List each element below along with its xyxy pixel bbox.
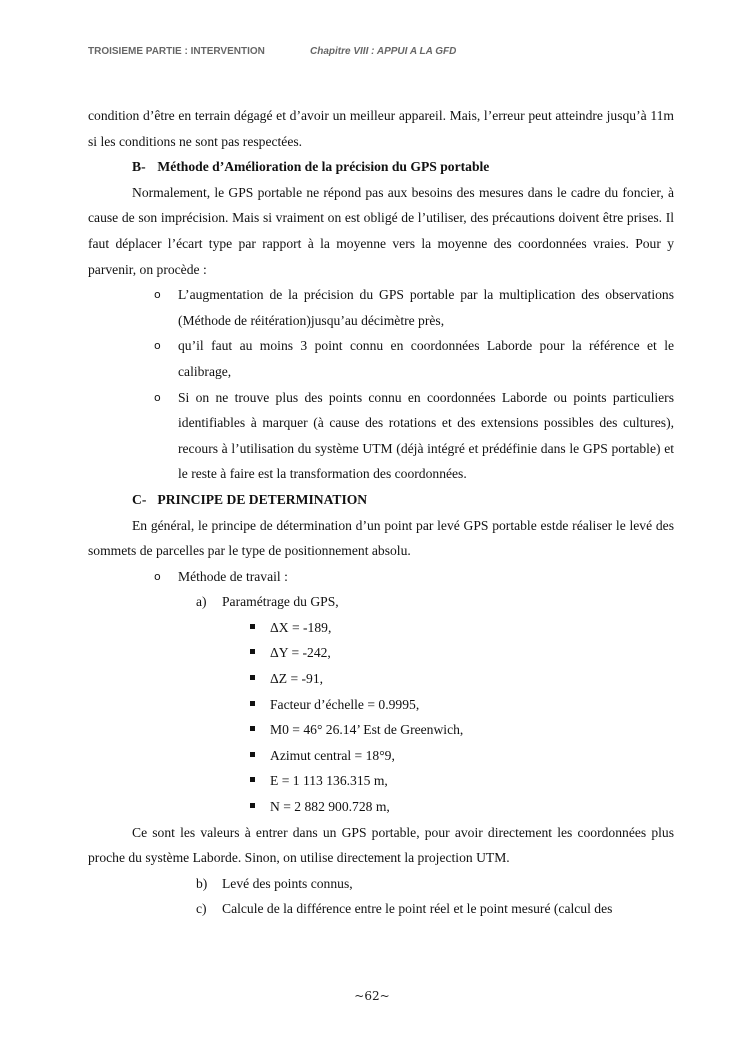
method-label: Méthode de travail : xyxy=(178,568,288,584)
section-c-heading xyxy=(88,487,674,513)
list-item xyxy=(270,615,674,641)
step-c-label: c) xyxy=(196,901,207,917)
list-item xyxy=(154,564,674,590)
list-item-text: qu’il faut au moins 3 point connu en coordonnées Laborde pour la référence et le calibrage, xyxy=(178,338,674,379)
step-b-text: Levé des points connus, xyxy=(222,875,353,891)
list-item xyxy=(270,743,674,769)
square-bullet-icon xyxy=(250,803,255,808)
after-params-paragraph: Ce sont les valeurs à entrer dans un GPS portable, pour avoir directement les coordonnées plus proche du système Laborde. Sinon, on utilise directement la projection UTM. xyxy=(88,824,674,866)
list-item xyxy=(270,794,674,820)
method-list xyxy=(88,564,674,590)
list-item xyxy=(154,333,674,384)
step-a-label: a) xyxy=(196,594,207,610)
step-c xyxy=(88,896,674,922)
square-bullet-icon xyxy=(250,726,255,731)
list-item xyxy=(154,385,674,487)
header-part-title: TROISIEME PARTIE : INTERVENTION xyxy=(88,46,265,57)
square-bullet-icon xyxy=(250,675,255,680)
page-body xyxy=(88,103,674,922)
list-item xyxy=(270,692,674,718)
param-easting: E = 1 113 136.315 m, xyxy=(270,773,388,789)
section-c-label: C- xyxy=(132,491,147,507)
param-northing: N = 2 882 900.728 m, xyxy=(270,799,390,815)
running-header xyxy=(88,46,674,57)
square-bullet-icon xyxy=(250,624,255,629)
param-delta-y: ΔY = -242, xyxy=(270,645,331,661)
section-b-bullet-list xyxy=(88,282,674,487)
step-a-text: Paramétrage du GPS, xyxy=(222,594,339,610)
section-b-label: B- xyxy=(132,159,146,175)
step-a xyxy=(88,589,674,615)
square-bullet-icon xyxy=(250,649,255,654)
circle-bullet-icon: o xyxy=(154,569,161,583)
list-item xyxy=(270,768,674,794)
list-item xyxy=(270,717,674,743)
list-item xyxy=(154,282,674,333)
header-chapter-title: Chapitre VIII : APPUI A LA GFD xyxy=(310,46,457,57)
param-delta-z: ΔZ = -91, xyxy=(270,671,324,687)
step-b-label: b) xyxy=(196,875,208,891)
section-b-heading xyxy=(88,154,674,180)
intro-paragraph: condition d’être en terrain dégagé et d’avoir un meilleur appareil. Mais, l’erreur peut atteindre jusqu’à 11m si les conditions ne sont pas respectées. xyxy=(88,108,674,149)
circle-bullet-icon: o xyxy=(154,288,161,302)
step-b xyxy=(88,871,674,897)
circle-bullet-icon: o xyxy=(154,339,161,353)
section-b-title: Méthode d’Amélioration de la précision du GPS portable xyxy=(157,159,490,175)
section-c-paragraph: En général, le principe de détermination d’un point par levé GPS portable estde réaliser le levé des sommets de parcelles par le type de positionnement absolu. xyxy=(88,517,674,559)
square-bullet-icon xyxy=(250,752,255,757)
square-bullet-icon xyxy=(250,701,255,706)
section-c-title: PRINCIPE DE DETERMINATION xyxy=(157,491,368,507)
section-b-paragraph: Normalement, le GPS portable ne répond pas aux besoins des mesures dans le cadre du foncier, à cause de son imprécision. Mais si vraiment on est obligé de l’utiliser, des précautions doivent être prises. Il faut déplacer l’écart type par rapport à la moyenne vers la moyenne des coordonnées vraies. Pour y parvenir, on procède : xyxy=(88,184,674,277)
list-item-text: L’augmentation de la précision du GPS portable par la multiplication des observations (Méthode de réitération)jusqu’au décimètre près, xyxy=(178,287,674,328)
list-item xyxy=(270,666,674,692)
circle-bullet-icon: o xyxy=(154,390,161,404)
param-azimuth: Azimut central = 18°9, xyxy=(270,747,395,763)
square-bullet-icon xyxy=(250,777,255,782)
gps-parameter-list xyxy=(88,615,674,820)
param-m0: M0 = 46° 26.14’ Est de Greenwich, xyxy=(270,722,464,738)
param-scale-factor: Facteur d’échelle = 0.9995, xyxy=(270,696,420,712)
step-c-text: Calcule de la différence entre le point réel et le point mesuré (calcul des xyxy=(222,901,613,917)
param-delta-x: ΔX = -189, xyxy=(270,619,332,635)
list-item-text: Si on ne trouve plus des points connu en coordonnées Laborde ou points particuliers identifiables à marquer (à cause des rotations et des extensions possibles des cultures), recours à l’utilisation du système UTM (déjà intégré et prédéfinie dans le GPS portable) et le reste à faire est la transformation des coordonnées. xyxy=(178,389,674,482)
page-number: ~62~ xyxy=(354,989,390,1003)
list-item xyxy=(270,640,674,666)
